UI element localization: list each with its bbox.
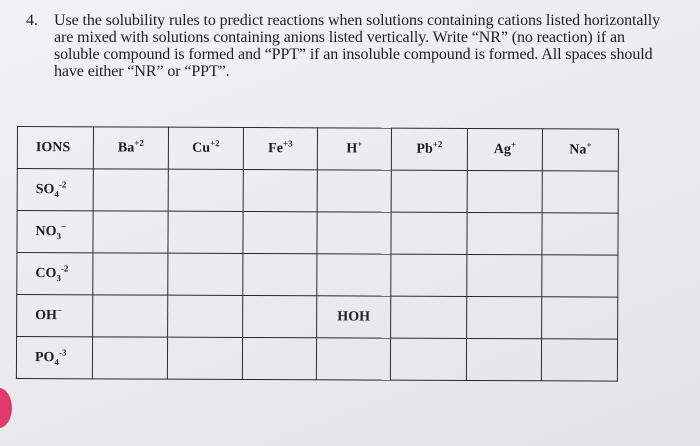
answer-cell[interactable]: [243, 169, 317, 211]
question-number: 4.: [26, 12, 38, 29]
cation-header-h: H+: [317, 128, 391, 170]
solubility-table: [16, 126, 619, 382]
answer-cell[interactable]: [243, 211, 317, 253]
answer-cell[interactable]: [93, 211, 168, 253]
answer-cell[interactable]: [168, 295, 243, 337]
answer-cell[interactable]: [242, 337, 316, 379]
table-row: [16, 337, 617, 382]
answer-cell[interactable]: [93, 169, 168, 211]
anion-header-co3: $CO_3^{-2}$: [17, 253, 93, 295]
answer-cell[interactable]: [390, 338, 466, 380]
pink-object: [0, 388, 12, 428]
cation-header-cu: $Cu^{+2}$: [168, 127, 243, 169]
header-row: [17, 127, 618, 172]
answer-cell[interactable]: [542, 213, 618, 255]
answer-cell[interactable]: [541, 339, 617, 381]
anion-header-no3: $NO_3^-$: [17, 211, 93, 253]
answer-cell[interactable]: [391, 170, 467, 212]
answer-cell[interactable]: [168, 211, 243, 253]
table-row: [17, 169, 618, 214]
answer-cell[interactable]: [466, 338, 541, 380]
question-text: [54, 12, 694, 80]
cation-header-ag: Ag+: [467, 128, 542, 170]
question-line-3: soluble compound is formed and “PPT” if an insoluble compound is formed. All spaces should: [54, 46, 653, 63]
answer-cell[interactable]: [467, 254, 542, 296]
answer-cell[interactable]: [542, 171, 618, 213]
answer-cell[interactable]: [93, 295, 168, 337]
answer-cell[interactable]: [542, 297, 618, 339]
answer-cell[interactable]: [467, 296, 542, 338]
cation-header-fe: $Fe^{+3}$: [243, 127, 317, 169]
answer-cell[interactable]: [391, 212, 467, 254]
answer-cell[interactable]: [243, 295, 317, 337]
answer-cell[interactable]: [542, 255, 618, 297]
anion-header-so4: $SO_4^{-2}$: [17, 169, 93, 211]
answer-cell[interactable]: [391, 254, 467, 296]
answer-cell[interactable]: [317, 212, 391, 254]
answer-cell-hoh[interactable]: HOH: [317, 296, 391, 338]
answer-cell[interactable]: [92, 337, 167, 379]
answer-cell[interactable]: [167, 337, 242, 379]
question-line-2: are mixed with solutions containing anions listed vertically. Write “NR” (no reaction) if an: [54, 29, 625, 46]
answer-cell[interactable]: [467, 170, 542, 212]
answer-cell[interactable]: [391, 296, 467, 338]
answer-cell[interactable]: [317, 170, 391, 212]
answer-cell[interactable]: [168, 169, 243, 211]
corner-cell: IONS: [17, 127, 93, 169]
answer-cell[interactable]: [168, 253, 243, 295]
answer-cell[interactable]: [316, 338, 390, 380]
answer-cell[interactable]: [93, 253, 168, 295]
cation-header-ba: $Ba^{+2}$: [93, 127, 168, 169]
table-row: [17, 211, 618, 256]
anion-header-po4: $PO_4^{-3}$: [16, 337, 92, 379]
cation-header-na: Na+: [542, 129, 618, 171]
answer-cell[interactable]: [243, 253, 317, 295]
anion-header-oh: OH−: [17, 295, 93, 337]
cation-header-pb: $Pb^{+2}$: [391, 128, 467, 170]
answer-cell[interactable]: [317, 254, 391, 296]
question-line-4: have either “NR” or “PPT”.: [54, 63, 230, 80]
answer-cell[interactable]: [467, 212, 542, 254]
question-line-1: Use the solubility rules to predict reactions when solutions containing cations listed horizontally: [54, 12, 660, 29]
table-row: [17, 295, 618, 340]
table-row: [17, 253, 618, 298]
